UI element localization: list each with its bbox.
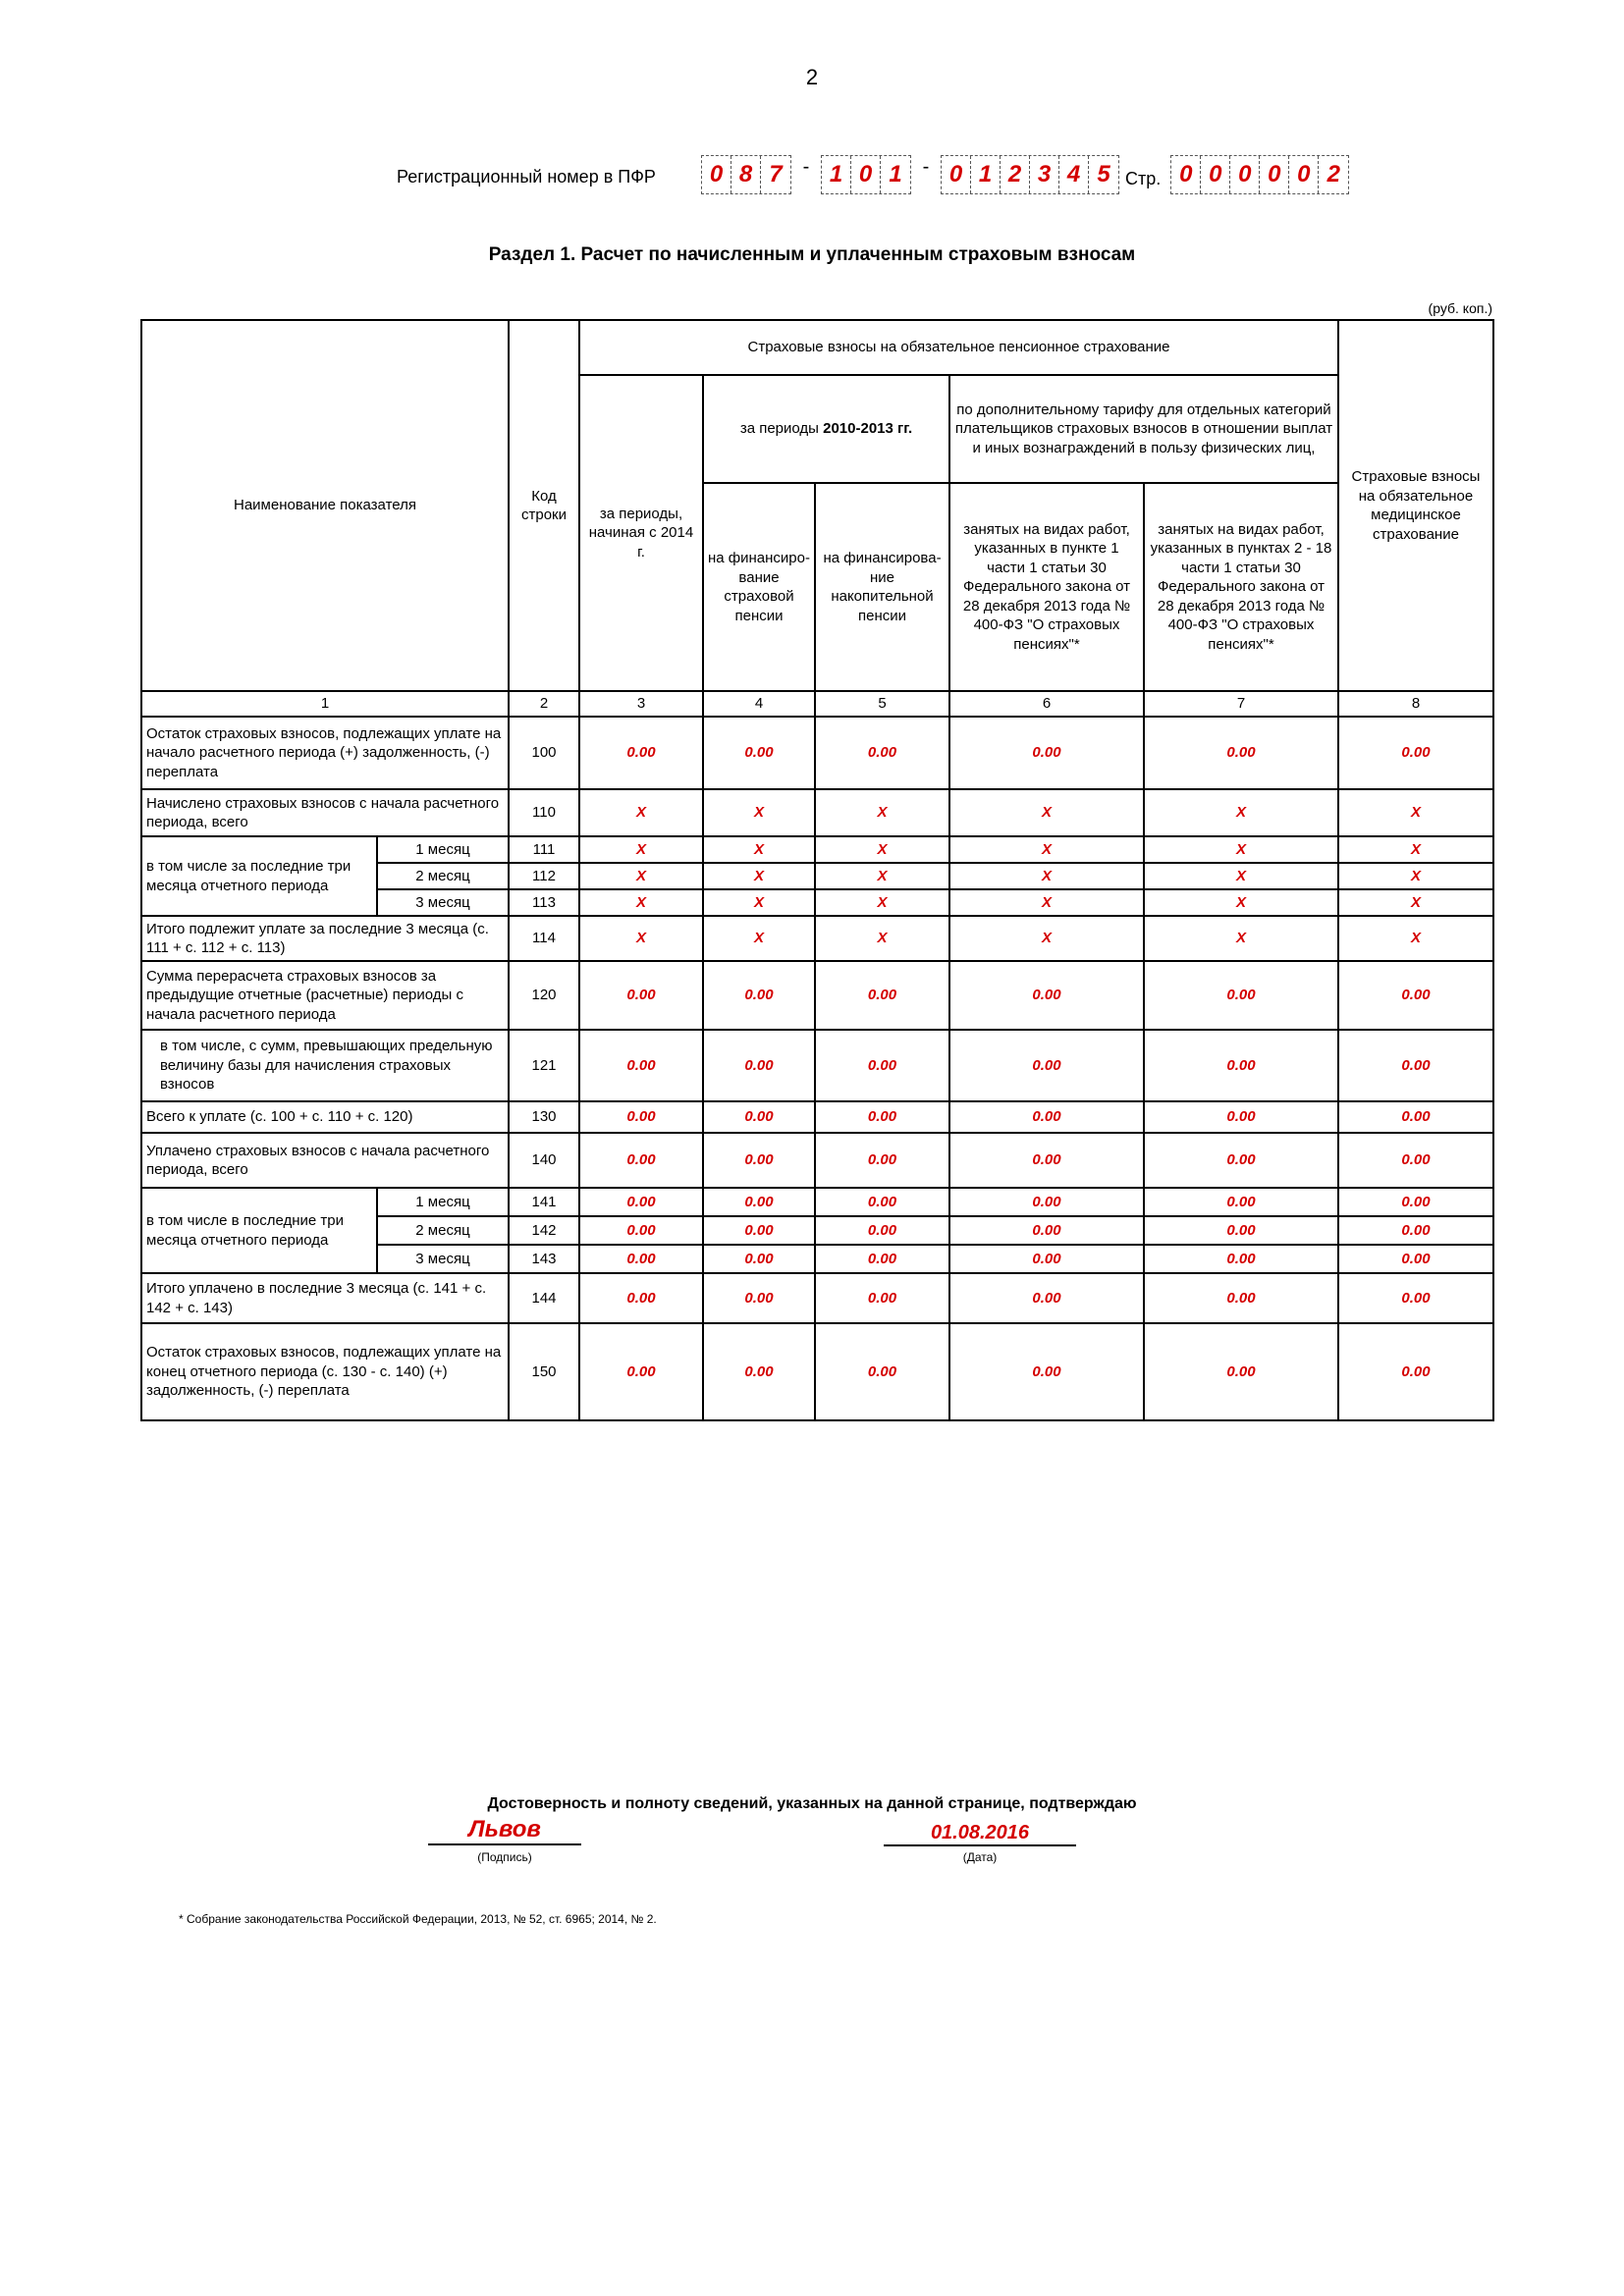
value-cell[interactable]: 0.00 <box>949 1133 1144 1188</box>
value-cell[interactable]: X <box>1144 789 1338 836</box>
header-from-2014: за периоды, начиная с 2014 г. <box>579 375 703 691</box>
value-cell[interactable]: 0.00 <box>703 1133 815 1188</box>
header-point1: занятых на видах работ, указанных в пункте 1 части 1 статьи 30 Федерального закона от 28 декабря 2013 года № 400-ФЗ "О страховых пенсиях"* <box>949 483 1144 691</box>
value-cell[interactable]: 0.00 <box>703 717 815 789</box>
digit-cell: 0 <box>942 156 971 193</box>
value-cell[interactable]: X <box>703 863 815 889</box>
value-cell[interactable]: 0.00 <box>1338 1216 1493 1245</box>
digit-cell: 1 <box>971 156 1001 193</box>
signature-field[interactable]: Львов <box>428 1816 581 1845</box>
value-cell[interactable]: 0.00 <box>703 1273 815 1323</box>
value-cell[interactable]: X <box>1144 916 1338 961</box>
row-group-label: в том числе за последние три месяца отчетного периода <box>141 836 377 916</box>
contributions-table <box>140 319 1494 1421</box>
row-code: 114 <box>509 916 579 961</box>
value-cell[interactable]: 0.00 <box>1338 717 1493 789</box>
header-periods-prefix: за периоды <box>739 420 819 438</box>
value-cell[interactable]: 0.00 <box>1338 961 1493 1030</box>
header-funded-pension: на финансирова-ние накопительной пенсии <box>815 483 949 691</box>
value-cell[interactable]: 0.00 <box>949 1101 1144 1133</box>
value-cell[interactable]: 0.00 <box>703 1216 815 1245</box>
page-number: 2 <box>805 65 819 89</box>
separator: - <box>922 155 930 178</box>
value-cell[interactable]: 0.00 <box>579 1273 703 1323</box>
table-row <box>141 1188 1493 1216</box>
value-cell[interactable]: X <box>1144 836 1338 863</box>
date-field[interactable]: 01.08.2016 <box>884 1822 1076 1846</box>
row-code: 140 <box>509 1133 579 1188</box>
header-code: Код строки <box>509 320 579 691</box>
value-cell[interactable]: X <box>1144 889 1338 916</box>
col-number-8: 8 <box>1338 691 1493 717</box>
value-cell[interactable]: 0.00 <box>815 1133 949 1188</box>
value-cell[interactable]: 0.00 <box>579 1188 703 1216</box>
digit-cell: 2 <box>1001 156 1030 193</box>
value-cell[interactable]: 0.00 <box>815 1188 949 1216</box>
table-row <box>141 961 1493 1030</box>
col-number-1: 1 <box>141 691 509 717</box>
row-code: 113 <box>509 889 579 916</box>
value-cell[interactable]: X <box>703 836 815 863</box>
row-label: Итого подлежит уплате за последние 3 месяца (с. 111 + с. 112 + с. 113) <box>141 916 509 961</box>
value-cell[interactable]: 0.00 <box>815 1273 949 1323</box>
value-cell[interactable]: X <box>1338 916 1493 961</box>
row-month: 2 месяц <box>377 863 509 889</box>
value-cell[interactable]: 0.00 <box>1144 1323 1338 1420</box>
registration-label: Регистрационный номер в ПФР <box>397 167 656 187</box>
digit-cell: 0 <box>1289 156 1319 193</box>
header-pension-group: Страховые взносы на обязательное пенсионное страхование <box>579 320 1338 375</box>
table-row <box>141 916 1493 961</box>
row-code: 110 <box>509 789 579 836</box>
value-cell[interactable]: X <box>579 789 703 836</box>
value-cell[interactable]: 0.00 <box>815 1101 949 1133</box>
value-cell[interactable]: 0.00 <box>815 961 949 1030</box>
row-label: в том числе, с сумм, превышающих предельную величину базы для начисления страховых взносов <box>141 1030 509 1101</box>
reg-part-3[interactable] <box>941 155 1119 194</box>
value-cell[interactable]: X <box>949 863 1144 889</box>
value-cell[interactable]: X <box>579 836 703 863</box>
value-cell[interactable]: 0.00 <box>1338 1030 1493 1101</box>
value-cell[interactable]: 0.00 <box>703 961 815 1030</box>
value-cell[interactable]: 0.00 <box>1338 1188 1493 1216</box>
value-cell[interactable]: 0.00 <box>949 1245 1144 1273</box>
value-cell[interactable]: X <box>703 916 815 961</box>
digit-cell: 2 <box>1326 161 1340 187</box>
value-cell[interactable]: 0.00 <box>949 717 1144 789</box>
header-medical: Страховые взносы на обязательное медицинское страхование <box>1338 320 1493 691</box>
value-cell[interactable]: X <box>815 916 949 961</box>
row-code: 144 <box>509 1273 579 1323</box>
row-label: Итого уплачено в последние 3 месяца (с. 141 + с. 142 + с. 143) <box>141 1273 509 1323</box>
page-number-cells[interactable] <box>1170 155 1349 194</box>
value-cell[interactable]: 0.00 <box>703 1245 815 1273</box>
header-points-2-18: занятых на видах работ, указанных в пунктах 2 - 18 части 1 статьи 30 Федерального закона от 28 декабря 2013 года № 400-ФЗ "О страховых пенсиях"* <box>1144 483 1338 691</box>
value-cell[interactable]: X <box>1338 836 1493 863</box>
value-cell[interactable]: 0.00 <box>1144 1245 1338 1273</box>
digit-cell: 5 <box>1097 161 1110 187</box>
value-cell[interactable]: 0.00 <box>949 1216 1144 1245</box>
value-cell[interactable]: 0.00 <box>949 961 1144 1030</box>
reg-part-2[interactable] <box>821 155 911 194</box>
value-cell[interactable]: 0.00 <box>1144 1188 1338 1216</box>
value-cell[interactable]: 0.00 <box>579 961 703 1030</box>
value-cell[interactable]: 0.00 <box>579 717 703 789</box>
col-number-4: 4 <box>703 691 815 717</box>
row-label: Остаток страховых взносов, подлежащих уплате на начало расчетного периода (+) задолженность, (-) переплата <box>141 717 509 789</box>
value-cell[interactable]: 0.00 <box>815 717 949 789</box>
value-cell[interactable]: 0.00 <box>579 1245 703 1273</box>
header-periods-years: 2010-2013 гг. <box>823 420 913 438</box>
value-cell[interactable]: 0.00 <box>703 1101 815 1133</box>
value-cell[interactable]: 0.00 <box>815 1030 949 1101</box>
row-code: 100 <box>509 717 579 789</box>
value-cell[interactable]: 0.00 <box>1338 1323 1493 1420</box>
value-cell[interactable]: X <box>949 916 1144 961</box>
row-code: 130 <box>509 1101 579 1133</box>
header-insurance-pension: на финансиро-вание страховой пенсии <box>703 483 815 691</box>
row-code: 142 <box>509 1216 579 1245</box>
row-label: Всего к уплате (с. 100 + с. 110 + с. 120) <box>141 1101 509 1133</box>
value-cell[interactable]: 0.00 <box>579 1216 703 1245</box>
value-cell[interactable]: X <box>703 889 815 916</box>
row-label: Начислено страховых взносов с начала расчетного периода, всего <box>141 789 509 836</box>
value-cell[interactable]: 0.00 <box>1144 961 1338 1030</box>
header-additional-tariff: по дополнительному тарифу для отдельных категорий плательщиков страховых взносов в отношении выплат и иных вознаграждений в пользу физических лиц, <box>949 375 1338 483</box>
digit-cell: 0 <box>702 156 731 193</box>
digit-cell: 0 <box>1201 156 1230 193</box>
header-indicator: Наименование показателя <box>141 320 509 691</box>
row-code: 111 <box>509 836 579 863</box>
value-cell[interactable]: 0.00 <box>579 1323 703 1420</box>
value-cell[interactable]: X <box>1338 889 1493 916</box>
value-cell[interactable]: 0.00 <box>1338 1133 1493 1188</box>
col-number-6: 6 <box>949 691 1144 717</box>
value-cell[interactable]: X <box>949 836 1144 863</box>
digit-cell: 0 <box>851 156 881 193</box>
row-code: 121 <box>509 1030 579 1101</box>
value-cell[interactable]: X <box>1144 863 1338 889</box>
value-cell[interactable]: X <box>949 889 1144 916</box>
value-cell[interactable]: 0.00 <box>703 1188 815 1216</box>
date-caption: (Дата) <box>962 1850 998 1864</box>
value-cell[interactable]: 0.00 <box>815 1245 949 1273</box>
col-number-5: 5 <box>815 691 949 717</box>
value-cell[interactable]: X <box>815 789 949 836</box>
row-code: 150 <box>509 1323 579 1420</box>
value-cell[interactable]: 0.00 <box>703 1030 815 1101</box>
value-cell[interactable]: 0.00 <box>815 1216 949 1245</box>
row-code: 141 <box>509 1188 579 1216</box>
value-cell[interactable]: X <box>815 836 949 863</box>
value-cell[interactable]: 0.00 <box>1144 717 1338 789</box>
row-month: 3 месяц <box>377 889 509 916</box>
value-cell[interactable]: 0.00 <box>703 1323 815 1420</box>
col-number-2: 2 <box>509 691 579 717</box>
row-label: Остаток страховых взносов, подлежащих уплате на конец отчетного периода (с. 130 - с. 140) (+) задолженность, (-) переплата <box>141 1323 509 1420</box>
digit-cell: 0 <box>1260 156 1289 193</box>
value-cell[interactable]: X <box>579 916 703 961</box>
value-cell[interactable]: 0.00 <box>579 1101 703 1133</box>
table-row <box>141 1101 1493 1133</box>
value-cell[interactable]: X <box>579 863 703 889</box>
col-number-3: 3 <box>579 691 703 717</box>
digit-cell: 7 <box>769 161 783 187</box>
value-cell[interactable]: 0.00 <box>1144 1101 1338 1133</box>
value-cell[interactable]: 0.00 <box>1144 1216 1338 1245</box>
row-group-label: в том числе в последние три месяца отчетного периода <box>141 1188 377 1273</box>
value-cell[interactable]: X <box>579 889 703 916</box>
separator: - <box>802 155 810 178</box>
col-number-7: 7 <box>1144 691 1338 717</box>
value-cell[interactable]: X <box>1338 789 1493 836</box>
value-cell[interactable]: 0.00 <box>815 1323 949 1420</box>
value-cell[interactable]: 0.00 <box>949 1273 1144 1323</box>
digit-cell: 1 <box>822 156 851 193</box>
table-row <box>141 1273 1493 1323</box>
units-note: (руб. коп.) <box>1428 300 1492 316</box>
row-month: 3 месяц <box>377 1245 509 1273</box>
row-code: 120 <box>509 961 579 1030</box>
table-row <box>141 789 1493 836</box>
header-periods-2010-2013 <box>703 375 949 483</box>
value-cell[interactable]: 0.00 <box>1338 1273 1493 1323</box>
table-row <box>141 717 1493 789</box>
digit-cell: 1 <box>889 161 902 187</box>
value-cell[interactable]: 0.00 <box>1144 1273 1338 1323</box>
table-row <box>141 1030 1493 1101</box>
value-cell[interactable]: 0.00 <box>949 1188 1144 1216</box>
row-month: 2 месяц <box>377 1216 509 1245</box>
footnote: * Собрание законодательства Российской Федерации, 2013, № 52, ст. 6965; 2014, № 2. <box>179 1912 657 1926</box>
row-label: Сумма перерасчета страховых взносов за предыдущие отчетные (расчетные) периоды с начала расчетного периода <box>141 961 509 1030</box>
value-cell[interactable]: 0.00 <box>1338 1101 1493 1133</box>
digit-cell: 8 <box>731 156 761 193</box>
value-cell[interactable]: 0.00 <box>1338 1245 1493 1273</box>
digit-cell: 0 <box>1171 156 1201 193</box>
value-cell[interactable]: X <box>703 789 815 836</box>
row-code: 143 <box>509 1245 579 1273</box>
row-month: 1 месяц <box>377 1188 509 1216</box>
value-cell[interactable]: 0.00 <box>949 1030 1144 1101</box>
value-cell[interactable]: X <box>815 863 949 889</box>
value-cell[interactable]: 0.00 <box>949 1323 1144 1420</box>
row-month: 1 месяц <box>377 836 509 863</box>
digit-cell: 0 <box>1230 156 1260 193</box>
reg-part-1[interactable] <box>701 155 791 194</box>
table-row <box>141 1323 1493 1420</box>
signature-caption: (Подпись) <box>477 1850 532 1864</box>
registration-number <box>701 155 1349 194</box>
digit-cell: 4 <box>1059 156 1089 193</box>
page-label: Стр. <box>1125 168 1162 188</box>
value-cell[interactable]: 0.00 <box>1144 1030 1338 1101</box>
value-cell[interactable]: 0.00 <box>1144 1133 1338 1188</box>
row-code: 112 <box>509 863 579 889</box>
value-cell[interactable]: 0.00 <box>579 1030 703 1101</box>
confirmation-text: Достоверность и полноту сведений, указанных на данной странице, подтверждаю <box>487 1795 1137 1812</box>
digit-cell: 3 <box>1030 156 1059 193</box>
value-cell[interactable]: X <box>949 789 1144 836</box>
table-row <box>141 836 1493 863</box>
value-cell[interactable]: X <box>1338 863 1493 889</box>
value-cell[interactable]: X <box>815 889 949 916</box>
row-label: Уплачено страховых взносов с начала расчетного периода, всего <box>141 1133 509 1188</box>
value-cell[interactable]: 0.00 <box>579 1133 703 1188</box>
table-row <box>141 1133 1493 1188</box>
section-title: Раздел 1. Расчет по начисленным и уплаченным страховым взносам <box>488 244 1136 265</box>
